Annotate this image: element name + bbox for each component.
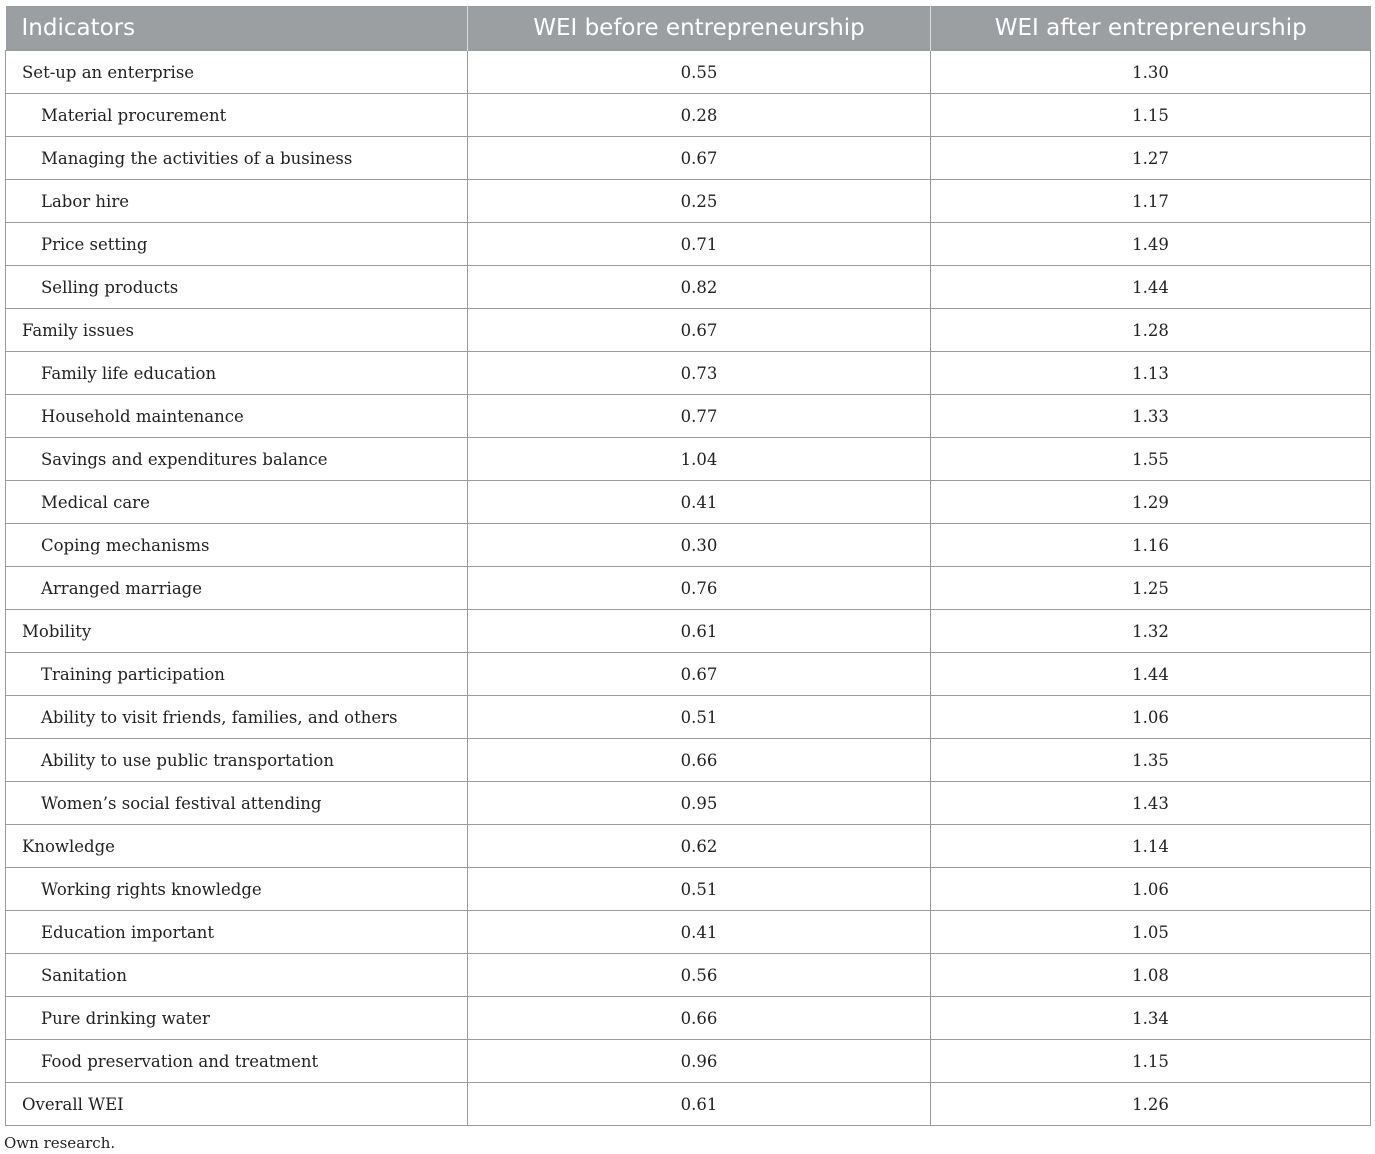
indicator-subitem-label: Savings and expenditures balance [6,438,468,481]
indicator-subitem-label: Coping mechanisms [6,524,468,567]
indicator-subitem-label: Household maintenance [6,395,468,438]
wei-after-value: 1.13 [931,352,1371,395]
header-wei-after: WEI after entrepreneurship [931,6,1371,51]
wei-before-value: 0.71 [468,223,931,266]
wei-after-value: 1.05 [931,911,1371,954]
wei-after-value: 1.43 [931,782,1371,825]
table-row [6,739,1371,782]
wei-after-value: 1.34 [931,997,1371,1040]
wei-after-value: 1.44 [931,266,1371,309]
indicator-subitem-label: Managing the activities of a business [6,137,468,180]
wei-before-value: 0.51 [468,696,931,739]
table-row [6,395,1371,438]
wei-before-value: 0.56 [468,954,931,997]
wei-before-value: 0.25 [468,180,931,223]
wei-before-value: 0.67 [468,309,931,352]
table-container [5,6,1370,1152]
table-row [6,653,1371,696]
wei-before-value: 0.55 [468,51,931,94]
indicator-subitem-label: Ability to use public transportation [6,739,468,782]
indicator-subitem-label: Medical care [6,481,468,524]
indicator-subitem-label: Family life education [6,352,468,395]
wei-before-value: 0.67 [468,137,931,180]
wei-before-value: 0.30 [468,524,931,567]
table-row [6,51,1371,94]
indicator-subitem-label: Working rights knowledge [6,868,468,911]
indicator-subitem-label: Education important [6,911,468,954]
table-row [6,567,1371,610]
wei-after-value: 1.15 [931,1040,1371,1083]
table-row [6,1083,1371,1126]
wei-before-value: 1.04 [468,438,931,481]
wei-before-value: 0.62 [468,825,931,868]
wei-after-value: 1.28 [931,309,1371,352]
wei-before-value: 0.73 [468,352,931,395]
wei-after-value: 1.17 [931,180,1371,223]
wei-after-value: 1.16 [931,524,1371,567]
wei-before-value: 0.77 [468,395,931,438]
wei-before-value: 0.51 [468,868,931,911]
table-row [6,223,1371,266]
table-body [6,51,1371,1126]
wei-after-value: 1.33 [931,395,1371,438]
wei-before-value: 0.95 [468,782,931,825]
wei-after-value: 1.08 [931,954,1371,997]
indicator-subitem-label: Labor hire [6,180,468,223]
header-indicators: Indicators [6,6,468,51]
wei-after-value: 1.14 [931,825,1371,868]
wei-before-value: 0.96 [468,1040,931,1083]
table-row [6,696,1371,739]
table-row [6,868,1371,911]
indicator-subitem-label: Price setting [6,223,468,266]
wei-after-value: 1.27 [931,137,1371,180]
wei-before-value: 0.61 [468,1083,931,1126]
wei-after-value: 1.15 [931,94,1371,137]
wei-after-value: 1.35 [931,739,1371,782]
indicator-category-label: Overall WEI [6,1083,468,1126]
indicator-subitem-label: Material procurement [6,94,468,137]
wei-after-value: 1.44 [931,653,1371,696]
wei-after-value: 1.32 [931,610,1371,653]
table-row [6,180,1371,223]
indicator-subitem-label: Ability to visit friends, families, and others [6,696,468,739]
indicator-category-label: Family issues [6,309,468,352]
wei-before-value: 0.67 [468,653,931,696]
table-row [6,610,1371,653]
indicator-category-label: Set-up an enterprise [6,51,468,94]
wei-before-value: 0.66 [468,739,931,782]
indicator-subitem-label: Training participation [6,653,468,696]
table-row [6,1040,1371,1083]
table-row [6,352,1371,395]
wei-after-value: 1.49 [931,223,1371,266]
indicator-subitem-label: Selling products [6,266,468,309]
wei-before-value: 0.82 [468,266,931,309]
wei-before-value: 0.61 [468,610,931,653]
table-row [6,825,1371,868]
table-row [6,782,1371,825]
wei-after-value: 1.06 [931,868,1371,911]
table-row [6,954,1371,997]
indicator-subitem-label: Women’s social festival attending [6,782,468,825]
indicator-subitem-label: Food preservation and treatment [6,1040,468,1083]
wei-after-value: 1.30 [931,51,1371,94]
table-row [6,266,1371,309]
wei-after-value: 1.26 [931,1083,1371,1126]
wei-after-value: 1.06 [931,696,1371,739]
wei-after-value: 1.29 [931,481,1371,524]
table-row [6,309,1371,352]
header-wei-before: WEI before entrepreneurship [468,6,931,51]
wei-before-value: 0.28 [468,94,931,137]
wei-after-value: 1.25 [931,567,1371,610]
indicator-subitem-label: Sanitation [6,954,468,997]
wei-table [5,6,1371,1126]
table-row [6,137,1371,180]
table-row [6,911,1371,954]
table-footnote: Own research. [4,1134,116,1152]
wei-before-value: 0.41 [468,481,931,524]
table-row [6,94,1371,137]
header-row [6,6,1371,51]
indicator-category-label: Mobility [6,610,468,653]
table-row [6,481,1371,524]
table-row [6,997,1371,1040]
table-header [6,6,1371,51]
wei-before-value: 0.41 [468,911,931,954]
table-row [6,524,1371,567]
wei-before-value: 0.66 [468,997,931,1040]
indicator-subitem-label: Arranged marriage [6,567,468,610]
table-row [6,438,1371,481]
wei-before-value: 0.76 [468,567,931,610]
wei-after-value: 1.55 [931,438,1371,481]
indicator-category-label: Knowledge [6,825,468,868]
indicator-subitem-label: Pure drinking water [6,997,468,1040]
